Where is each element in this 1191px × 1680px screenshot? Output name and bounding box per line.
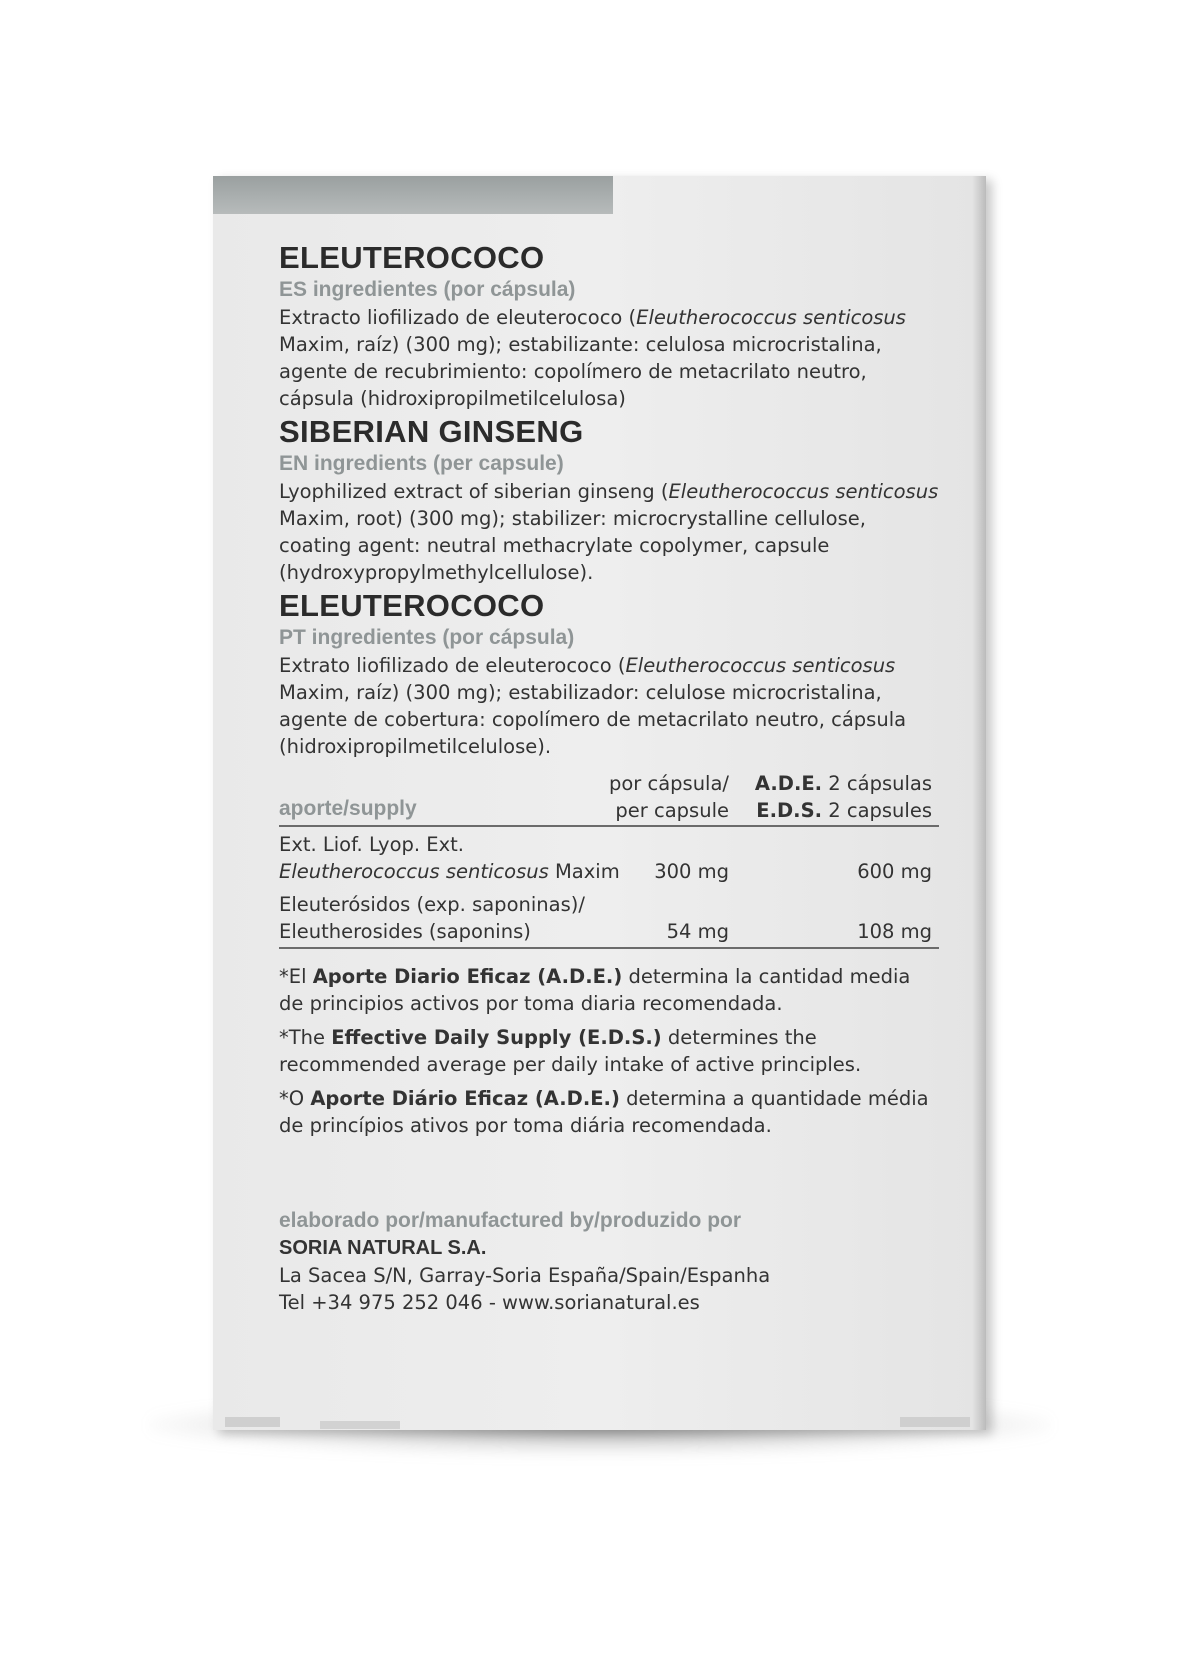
row-name: Ext. Liof. Lyop. Ext. Eleutherococcus senticosus Maxim — [279, 833, 620, 883]
manufacturer-name: SORIA NATURAL S.A. — [279, 1237, 487, 1259]
ingredients-text-pt: Extrato liofilizado de eleuterococo (Eleutherococcus senticosus Maxim, raíz) (300 mg); estabilizador: celulose microcristalina, agente de cobertura: copolímero de metacrilato neutro, cápsula (hidroxipropilmetilcelulose). — [279, 654, 907, 758]
section-en — [279, 414, 939, 586]
row-per-capsule: 300 mg — [654, 860, 729, 883]
bottom-flap-mid — [320, 1421, 400, 1429]
table-row — [279, 891, 939, 947]
manufacturer-label: elaborado por/manufactured by/produzido por — [279, 1209, 742, 1232]
bottom-flap-right — [900, 1417, 970, 1427]
footnote-es: *El Aporte Diario Eficaz (A.D.E.) determina la cantidad media de principios activos por toma diaria recomendada. — [279, 965, 911, 1015]
manufacturer-block — [279, 1207, 939, 1316]
table-row — [279, 827, 939, 891]
top-color-band — [213, 176, 613, 214]
footnote-pt: *O Aporte Diário Eficaz (A.D.E.) determina a quantidade média de princípios ativos por toma diária recomendada. — [279, 1087, 929, 1137]
product-title-en: SIBERIAN GINSENG — [279, 414, 584, 449]
footnote-en: *The Effective Daily Supply (E.D.S.) determines the recommended average per daily intake of active principles. — [279, 1026, 862, 1076]
supply-table-header — [279, 770, 939, 825]
product-box-back — [213, 176, 986, 1430]
ingredients-heading-pt: PT ingredientes (por cápsula) — [279, 626, 575, 649]
row-daily: 600 mg — [857, 860, 932, 883]
manufacturer-address: La Sacea S/N, Garray-Soria España/Spain/Espanha — [279, 1264, 771, 1287]
daily-supply-header: A.D.E. 2 cápsulas E.D.S. 2 capsules — [754, 772, 932, 822]
supply-table — [279, 770, 939, 949]
row-name: Eleuterósidos (exp. saponinas)/ Eleutherosides (saponins) — [279, 893, 585, 943]
ingredients-text-en: Lyophilized extract of siberian ginseng (Eleutherococcus senticosus Maxim, root) (300 mg); stabilizer: microcrystalline cellulose, coating agent: neutral methacrylate copolymer, capsule (hydroxypropylmethylcellulose). — [279, 480, 939, 584]
footnotes — [279, 963, 939, 1139]
section-es — [279, 240, 939, 412]
product-title-pt: ELEUTEROCOCO — [279, 588, 545, 623]
per-capsule-header: por cápsula/ per capsule — [608, 772, 729, 822]
supply-label: aporte/supply — [279, 797, 417, 820]
row-per-capsule: 54 mg — [666, 920, 729, 943]
product-title-es: ELEUTEROCOCO — [279, 240, 545, 275]
row-daily: 108 mg — [857, 920, 932, 943]
table-rule-bottom — [279, 947, 939, 949]
ingredients-heading-es: ES ingredientes (por cápsula) — [279, 278, 576, 301]
bottom-flap-left — [225, 1417, 280, 1427]
section-pt — [279, 588, 939, 760]
ingredients-heading-en: EN ingredients (per capsule) — [279, 452, 564, 475]
manufacturer-contact: Tel +34 975 252 046 - www.sorianatural.es — [279, 1291, 700, 1314]
ingredients-text-es: Extracto liofilizado de eleuterococo (Eleutherococcus senticosus Maxim, raíz) (300 mg); estabilizante: celulosa microcristalina, agente de recubrimiento: copolímero de metacrilato neutro, cápsula (hidroxipropilmetilcelulosa) — [279, 306, 906, 410]
label-content — [279, 240, 939, 1146]
box-edge-shade — [972, 176, 986, 1430]
